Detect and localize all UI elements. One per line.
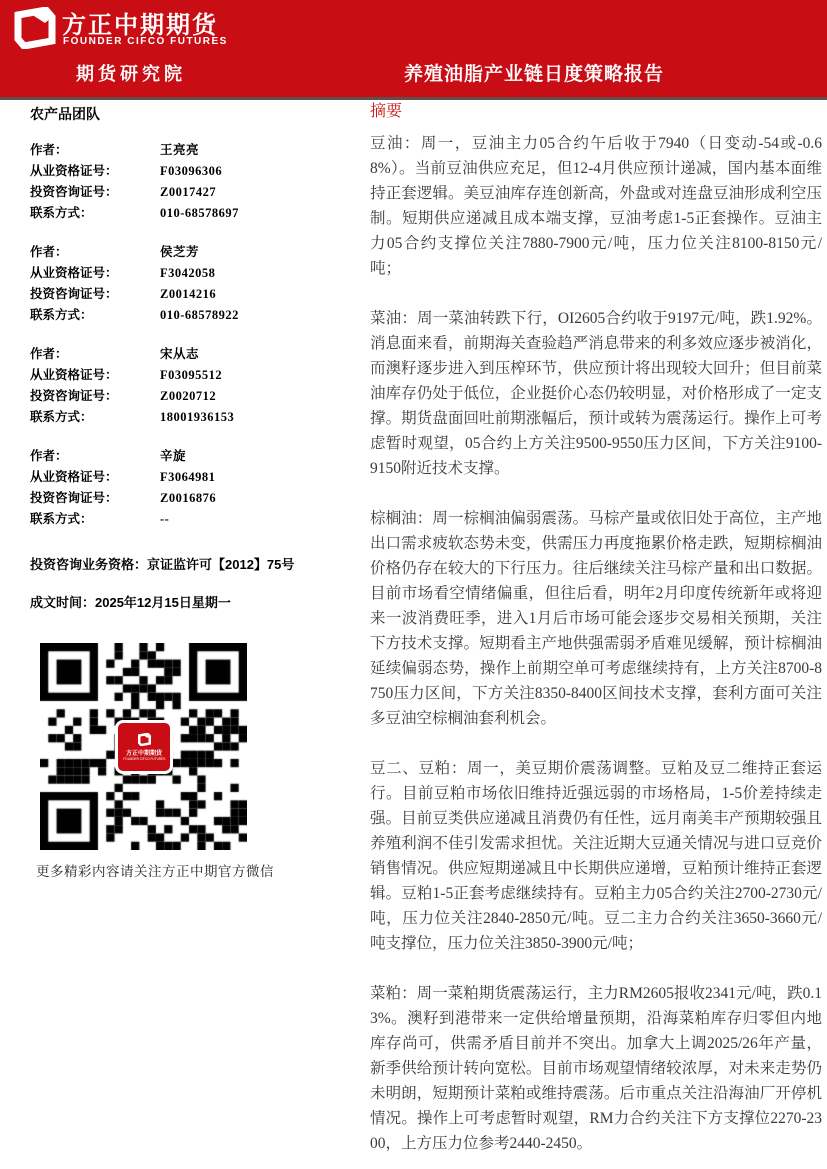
author-name-row [30,344,360,365]
contact-value: 010-68578697 [160,206,239,220]
author-block [30,446,360,530]
qr-caption: 更多精彩内容请关注方正中期官方微信 [36,864,274,879]
summary-paragraph: 菜油：周一菜油转跌下行，OI2605合约收于9197元/吨，跌1.92%。消息面来看，前期海关查验趋严消息带来的利多效应逐步被消化，而澳籽逐步进入到压榨环节，供应预计将出现较大回升；但目前菜油库存仍处于低位，企业挺价心态仍较明显，对价格形成了一定支撑。期货盘面回吐前期涨幅后，预计或转为震荡运行。操作上可考虑暂时观望，05合约上方关注9500-9550压力区间，下方关注9100-9150附近技术支撑。 [370,310,822,477]
team-title: 农产品团队 [30,106,100,122]
wechat-qr-code [40,643,247,850]
qualification-no: F03096306 [160,164,223,178]
summary-paragraph: 棕榈油：周一棕榈油偏弱震荡。马棕产量或依旧处于高位，主产地出口需求疲软态势未变，供需压力再度拖累价格走跌，短期棕榈油价格仍存在较大的下行压力。往后继续关注马棕产量和出口数据。目前市场看空情绪偏重，但往后看，明年2月印度传统新年或将迎来一波消费旺季，进入1月后市场可能会逐步交易相关预期，关注下方技术支撑。短期看主产地供强需弱矛盾难见缓解，预计棕榈油延续偏弱态势，操作上前期空单可考虑继续持有，上方关注8700-8750压力区间，下方关注8350-8400区间技术支撑，套利方面可关注多豆油空棕榈油套利机会。 [370,510,822,727]
contact-value: 18001936153 [160,410,235,424]
author-name-row [30,446,360,467]
contact-row [30,305,360,326]
summary-paragraph: 菜粕：周一菜粕期货震荡运行，主力RM2605报收2341元/吨，跌0.13%。澳籽到港带来一定供给增量预期，沿海菜粕库存归零但内地库存尚可，供需矛盾目前并不突出。加拿大上调2025/26年产量，新季供给预计转向宽松。目前市场观望情绪较浓厚，对未来走势仍未明朗，短期预计菜粕或维持震荡。后市重点关注沿海油厂开停机情况。操作上可考虑暂时观望，RM力合约关注下方支撑位2270-2300，上方压力位参考2440-2450。 [370,985,822,1152]
author-name: 辛旋 [160,449,187,463]
qr-logo-text-en: FOUNDER CIFCO FUTURES [122,757,165,761]
author-label: 作者： [30,347,68,361]
author-name: 宋从志 [160,347,200,361]
author-block [30,140,360,224]
advisory-no: Z0017427 [160,185,217,199]
advisory-no: Z0016876 [160,491,217,505]
advisory-label: 投资咨询证号： [30,287,118,301]
qualification-no: F3042058 [160,266,216,280]
founder-cube-logo-icon [137,733,152,746]
founder-cube-logo-icon [12,7,58,49]
summary-paragraph: 豆油：周一，豆油主力05合约午后收于7940（日变动-54或-0.68%）。当前豆油供应充足，但12-4月供应预计递减，国内基本面维持正套逻辑。美豆油库存连创新高，外盘或对连盘豆油形成利空压制。短期供应递减且成本端支撑，豆油考虑1-5正套操作。豆油主力05合约支撑位关注7880-7900元/吨，压力位关注8100-8150元/吨； [370,135,822,277]
author-name-row [30,242,360,263]
contact-label: 联系方式： [30,512,93,526]
qualification-row [30,161,360,182]
author-label: 作者： [30,449,68,463]
header-banner [0,0,827,100]
author-sidebar [30,104,360,880]
contact-row [30,407,360,428]
advisory-row [30,182,360,203]
advisory-no: Z0014216 [160,287,217,301]
contact-label: 联系方式： [30,410,93,424]
qualification-no: F3064981 [160,470,216,484]
advisory-row [30,488,360,509]
brand-name-cn: 方正中期期货 [62,12,218,39]
qualification-row [30,467,360,488]
qualification-no: F03095512 [160,368,223,382]
qualification-label: 从业资格证号： [30,266,118,280]
advisory-row [30,284,360,305]
author-name: 侯芝芳 [160,245,200,259]
brand-name-en: FOUNDER CIFCO FUTURES [63,36,228,47]
report-date: 成文时间：2025年12月15日星期一 [30,595,231,610]
summary-heading: 摘要 [370,103,403,120]
contact-row [30,509,360,530]
contact-value: 010-68578922 [160,308,239,322]
advisory-label: 投资咨询证号： [30,185,118,199]
contact-row [30,203,360,224]
author-label: 作者： [30,143,68,157]
summary-section [370,101,822,1169]
contact-label: 联系方式： [30,308,93,322]
contact-value: -- [160,512,170,526]
qualification-row [30,263,360,284]
qualification-label: 从业资格证号： [30,368,118,382]
summary-paragraphs [370,131,822,1156]
author-block [30,344,360,428]
author-name-row [30,140,360,161]
business-qualification: 投资咨询业务资格：京证监许可【2012】75号 [30,557,295,572]
advisory-row [30,386,360,407]
institute-name: 期货研究院 [76,64,186,84]
author-block [30,242,360,326]
summary-paragraph: 豆二、豆粕：周一，美豆期价震荡调整。豆粕及豆二维持正套运行。目前豆粕市场依旧维持近强远弱的市场格局，1-5价差持续走强。目前豆类供应递减且消费仍有任性，远月南美丰产预期较强且养殖利润不佳引发需求担忧。关注近期大豆通关情况与进口豆竞价销售情况。供应短期递减且中长期供应递增，豆粕预计维持正套逻辑。豆粕1-5正套考虑继续持有。豆粕主力05合约关注2700-2730元/吨，压力位关注2840-2850元/吨。豆二主力合约关注3650-3660元/吨支撑位，压力位关注3850-3900元/吨； [370,760,822,952]
qualification-label: 从业资格证号： [30,470,118,484]
advisory-label: 投资咨询证号： [30,491,118,505]
qualification-label: 从业资格证号： [30,164,118,178]
report-title: 养殖油脂产业链日度策略报告 [404,64,665,85]
qualification-row [30,365,360,386]
qr-logo-text-cn: 方正中期期货 [125,751,162,757]
contact-label: 联系方式： [30,206,93,220]
advisory-label: 投资咨询证号： [30,389,118,403]
advisory-no: Z0020712 [160,389,217,403]
author-name: 王亮亮 [160,143,200,157]
author-label: 作者： [30,245,68,259]
qr-center-logo [115,720,173,774]
